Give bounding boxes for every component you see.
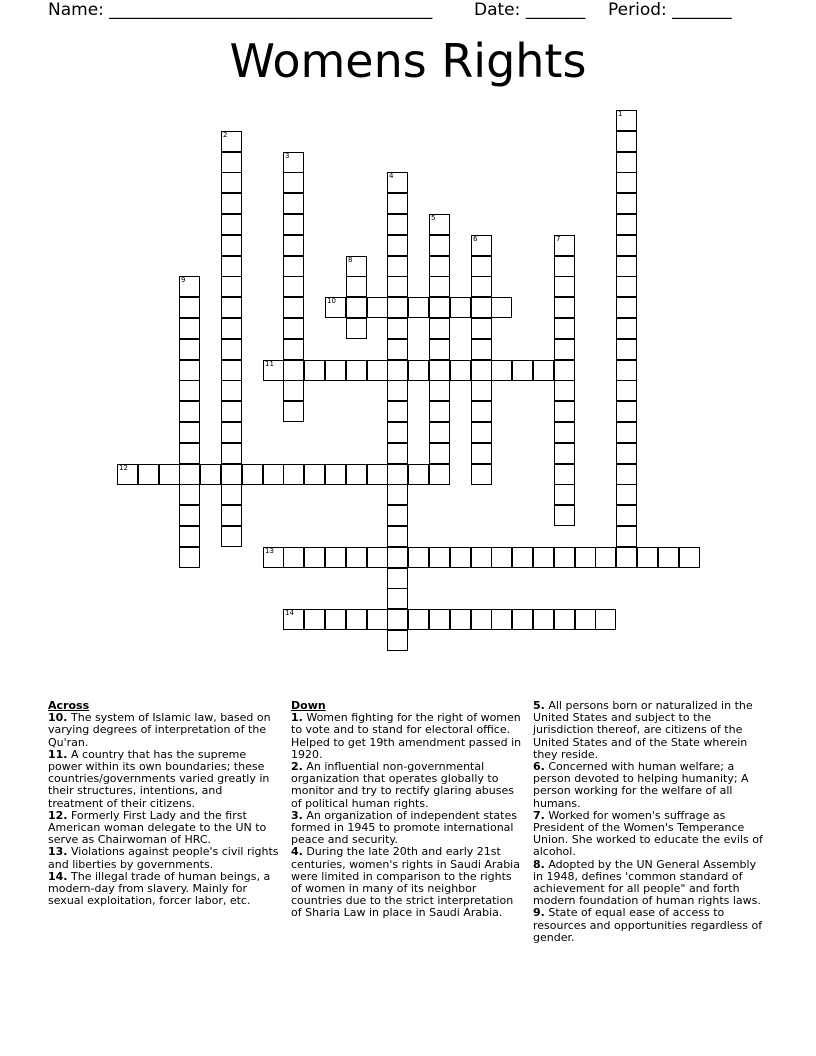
grid-cell[interactable] <box>325 297 346 318</box>
grid-cell[interactable] <box>471 318 492 339</box>
grid-cell[interactable] <box>471 276 492 297</box>
grid-cell[interactable] <box>221 443 242 464</box>
grid-cell[interactable] <box>387 609 408 630</box>
clue-text: An influential non-governmental organization that operates globally to monitor and try to rectify glaring abuses of political human rights. <box>291 760 514 810</box>
grid-cell[interactable] <box>471 235 492 256</box>
grid-cell[interactable] <box>575 609 596 630</box>
down-clue <box>533 700 767 761</box>
clue-text: The illegal trade of human beings, a modern-day from slavery. Mainly for sexual exploitation, forcer labor, etc. <box>48 869 271 908</box>
grid-cell[interactable] <box>429 276 450 297</box>
grid-cell[interactable] <box>387 526 408 547</box>
grid-cell[interactable] <box>554 380 575 401</box>
grid-cell[interactable] <box>491 360 512 381</box>
grid-cell[interactable] <box>387 568 408 589</box>
grid-cell[interactable] <box>429 464 450 485</box>
clue-text: State of equal ease of access to resources and opportunities regardless of gender. <box>533 906 763 944</box>
grid-cell[interactable] <box>367 464 388 485</box>
grid-cell[interactable] <box>179 484 200 505</box>
clue-text: The system of Islamic law, based on varying degrees of interpretation of the Qu'ran. <box>48 711 271 749</box>
grid-cell[interactable] <box>283 193 304 214</box>
grid-cell[interactable] <box>429 547 450 568</box>
grid-cell[interactable] <box>616 547 637 568</box>
puzzle-title: Womens Rights <box>229 34 587 88</box>
grid-cell[interactable] <box>179 464 200 485</box>
grid-cell[interactable] <box>283 256 304 277</box>
clue-number: 11 <box>265 360 274 368</box>
grid-cell[interactable] <box>616 443 637 464</box>
grid-cell[interactable] <box>221 276 242 297</box>
across-heading: Across <box>48 699 90 712</box>
clue-number: 6 <box>473 235 478 243</box>
grid-cell[interactable] <box>387 464 408 485</box>
grid-cell[interactable] <box>554 339 575 360</box>
grid-cell[interactable] <box>554 464 575 485</box>
grid-cell[interactable] <box>616 214 637 235</box>
grid-cell[interactable] <box>387 235 408 256</box>
period-field[interactable]: Period: _______ <box>608 0 732 20</box>
grid-cell[interactable] <box>533 609 554 630</box>
grid-cell[interactable] <box>283 609 304 630</box>
grid-cell[interactable] <box>367 609 388 630</box>
clue-number-label: 4. <box>291 845 303 859</box>
grid-cell[interactable] <box>179 422 200 443</box>
grid-cell[interactable] <box>616 193 637 214</box>
grid-cell[interactable] <box>221 360 242 381</box>
grid-cell[interactable] <box>387 193 408 214</box>
grid-cell[interactable] <box>616 256 637 277</box>
grid-cell[interactable] <box>304 609 325 630</box>
grid-cell[interactable] <box>429 297 450 318</box>
grid-cell[interactable] <box>554 235 575 256</box>
grid-cell[interactable] <box>387 547 408 568</box>
across-clues <box>48 700 280 907</box>
clue-text: Formerly First Lady and the first American woman delegate to the UN to serve as Chairwoman of HRC. <box>48 808 267 847</box>
grid-cell[interactable] <box>408 360 429 381</box>
grid-cell[interactable] <box>221 131 242 152</box>
clue-number: 4 <box>389 172 394 180</box>
down-clue <box>291 712 523 761</box>
grid-cell[interactable] <box>408 547 429 568</box>
clue-number-label: 10. <box>48 711 68 725</box>
grid-cell[interactable] <box>471 443 492 464</box>
clue-number-label: 5. <box>533 699 545 712</box>
grid-cell[interactable] <box>325 609 346 630</box>
grid-cell[interactable] <box>221 422 242 443</box>
clue-text: An organization of independent states formed in 1945 to promote international peace and security. <box>291 808 517 847</box>
grid-cell[interactable] <box>367 297 388 318</box>
grid-cell[interactable] <box>221 297 242 318</box>
grid-cell[interactable] <box>429 235 450 256</box>
clue-number: 12 <box>119 464 128 472</box>
grid-cell[interactable] <box>471 380 492 401</box>
across-clue <box>48 712 280 749</box>
grid-cell[interactable] <box>387 484 408 505</box>
clue-number-label: 9. <box>533 906 545 920</box>
grid-cell[interactable] <box>616 484 637 505</box>
grid-cell[interactable] <box>387 339 408 360</box>
grid-cell[interactable] <box>554 547 575 568</box>
down-clues <box>291 700 523 920</box>
grid-cell[interactable] <box>179 339 200 360</box>
grid-cell[interactable] <box>616 318 637 339</box>
grid-cell[interactable] <box>658 547 679 568</box>
grid-cell[interactable] <box>221 339 242 360</box>
grid-cell[interactable] <box>595 609 616 630</box>
grid-cell[interactable] <box>554 276 575 297</box>
clue-number: 7 <box>556 235 561 243</box>
down-clue <box>533 859 767 908</box>
grid-cell[interactable] <box>554 256 575 277</box>
grid-cell[interactable] <box>429 422 450 443</box>
grid-cell[interactable] <box>387 297 408 318</box>
clue-number: 1 <box>618 110 623 118</box>
clue-number: 8 <box>348 256 353 264</box>
grid-cell[interactable] <box>512 360 533 381</box>
clue-text: During the late 20th and early 21st centuries, women's rights in Saudi Arabia were limited in comparison to the rights of women in many of its neighbor countries due to the strict interpretation of Sharia Law in place in Saudi Arabia. <box>291 845 520 920</box>
grid-cell[interactable] <box>554 443 575 464</box>
grid-cell[interactable] <box>221 464 242 485</box>
grid-cell[interactable] <box>346 547 367 568</box>
grid-cell[interactable] <box>616 235 637 256</box>
grid-cell[interactable] <box>221 318 242 339</box>
grid-cell[interactable] <box>179 401 200 422</box>
grid-cell[interactable] <box>554 401 575 422</box>
grid-cell[interactable] <box>283 318 304 339</box>
clue-number-label: 12. <box>48 808 68 822</box>
grid-cell[interactable] <box>346 276 367 297</box>
grid-cell[interactable] <box>450 609 471 630</box>
across-clue <box>48 749 280 810</box>
grid-cell[interactable] <box>429 401 450 422</box>
grid-cell[interactable] <box>242 464 263 485</box>
grid-cell[interactable] <box>429 318 450 339</box>
grid-cell[interactable] <box>179 297 200 318</box>
grid-cell[interactable] <box>616 360 637 381</box>
clue-number-label: 2. <box>291 760 303 774</box>
clue-number-label: 14. <box>48 869 68 883</box>
grid-cell[interactable] <box>554 297 575 318</box>
grid-cell[interactable] <box>263 547 284 568</box>
grid-cell[interactable] <box>263 360 284 381</box>
clue-number-label: 7. <box>533 808 545 822</box>
grid-cell[interactable] <box>304 464 325 485</box>
grid-cell[interactable] <box>471 360 492 381</box>
grid-cell[interactable] <box>179 505 200 526</box>
grid-cell[interactable] <box>554 505 575 526</box>
grid-cell[interactable] <box>471 339 492 360</box>
clue-text: Violations against people's civil rights and liberties by governments. <box>48 845 279 871</box>
grid-cell[interactable] <box>200 464 221 485</box>
grid-cell[interactable] <box>471 547 492 568</box>
grid-cell[interactable] <box>554 422 575 443</box>
grid-cell[interactable] <box>283 360 304 381</box>
down-clue <box>291 761 523 810</box>
grid-cell[interactable] <box>367 360 388 381</box>
clue-text: Worked for women's suffrage as President of the Women's Temperance Union. She worked to educate the evils of alcohol. <box>533 808 763 859</box>
grid-cell[interactable] <box>616 172 637 193</box>
grid-cell[interactable] <box>387 401 408 422</box>
grid-cell[interactable] <box>554 318 575 339</box>
clue-number: 2 <box>223 131 228 139</box>
grid-cell[interactable] <box>471 422 492 443</box>
grid-cell[interactable] <box>554 360 575 381</box>
clue-text: A country that has the supreme power within its own boundaries; these countries/governments varied greatly in their structures, intentions, and treatment of their citizens. <box>48 747 270 810</box>
grid-cell[interactable] <box>283 152 304 173</box>
grid-cell[interactable] <box>554 609 575 630</box>
down-heading: Down <box>291 699 326 712</box>
grid-cell[interactable] <box>450 360 471 381</box>
grid-cell[interactable] <box>221 256 242 277</box>
down-clue <box>533 907 767 944</box>
grid-cell[interactable] <box>637 547 658 568</box>
clue-number: 3 <box>285 152 290 160</box>
grid-cell[interactable] <box>387 214 408 235</box>
grid-cell[interactable] <box>533 547 554 568</box>
grid-cell[interactable] <box>512 547 533 568</box>
grid-cell[interactable] <box>283 172 304 193</box>
grid-cell[interactable] <box>179 443 200 464</box>
down-clue <box>291 846 523 919</box>
grid-cell[interactable] <box>491 547 512 568</box>
grid-cell[interactable] <box>471 609 492 630</box>
grid-cell[interactable] <box>221 484 242 505</box>
grid-cell[interactable] <box>325 547 346 568</box>
clue-number: 13 <box>265 547 274 555</box>
clue-text: All persons born or naturalized in the United States and subject to the jurisdiction thereof, are citizens of the United States and of the State wherein they reside. <box>533 699 753 761</box>
grid-cell[interactable] <box>429 609 450 630</box>
grid-cell[interactable] <box>263 464 284 485</box>
grid-cell[interactable] <box>325 360 346 381</box>
clue-text: Women fighting for the right of women to vote and to stand for electoral office. Helped to get 19th amendment passed in 1920. <box>291 711 522 761</box>
grid-cell[interactable] <box>679 547 700 568</box>
grid-cell[interactable] <box>387 172 408 193</box>
grid-cell[interactable] <box>221 505 242 526</box>
grid-cell[interactable] <box>616 131 637 152</box>
grid-cell[interactable] <box>138 464 159 485</box>
grid-cell[interactable] <box>179 547 200 568</box>
down-clue <box>533 810 767 859</box>
grid-cell[interactable] <box>283 339 304 360</box>
grid-cell[interactable] <box>221 214 242 235</box>
date-field[interactable]: Date: _______ <box>474 0 586 20</box>
grid-cell[interactable] <box>429 380 450 401</box>
clue-text: Adopted by the UN General Assembly in 1948, defines 'common standard of achievement for all people" and forth modern foundation of human rights laws. <box>533 857 761 908</box>
down-clues-continued <box>533 700 767 944</box>
grid-cell[interactable] <box>221 526 242 547</box>
grid-cell[interactable] <box>554 484 575 505</box>
down-clue <box>533 761 767 810</box>
grid-cell[interactable] <box>367 547 388 568</box>
grid-cell[interactable] <box>221 193 242 214</box>
grid-cell[interactable] <box>533 360 554 381</box>
grid-cell[interactable] <box>283 547 304 568</box>
grid-cell[interactable] <box>616 464 637 485</box>
grid-cell[interactable] <box>491 297 512 318</box>
grid-cell[interactable] <box>179 526 200 547</box>
grid-cell[interactable] <box>221 380 242 401</box>
grid-cell[interactable] <box>179 380 200 401</box>
grid-cell[interactable] <box>595 547 616 568</box>
grid-cell[interactable] <box>429 339 450 360</box>
grid-cell[interactable] <box>283 235 304 256</box>
grid-cell[interactable] <box>346 256 367 277</box>
clue-number: 14 <box>285 609 294 617</box>
clue-number: 5 <box>431 214 436 222</box>
clue-number: 9 <box>181 276 186 284</box>
grid-cell[interactable] <box>387 422 408 443</box>
grid-cell[interactable] <box>616 276 637 297</box>
grid-cell[interactable] <box>387 360 408 381</box>
grid-cell[interactable] <box>179 360 200 381</box>
grid-cell[interactable] <box>429 256 450 277</box>
across-clue <box>48 846 280 870</box>
grid-cell[interactable] <box>575 547 596 568</box>
grid-cell[interactable] <box>283 276 304 297</box>
grid-cell[interactable] <box>117 464 138 485</box>
grid-cell[interactable] <box>346 360 367 381</box>
grid-cell[interactable] <box>283 214 304 235</box>
grid-cell[interactable] <box>387 380 408 401</box>
grid-cell[interactable] <box>387 505 408 526</box>
grid-cell[interactable] <box>325 464 346 485</box>
across-clue <box>48 810 280 847</box>
grid-cell[interactable] <box>616 505 637 526</box>
grid-cell[interactable] <box>304 547 325 568</box>
grid-cell[interactable] <box>408 464 429 485</box>
grid-cell[interactable] <box>179 318 200 339</box>
grid-cell[interactable] <box>346 318 367 339</box>
grid-cell[interactable] <box>283 297 304 318</box>
grid-cell[interactable] <box>179 276 200 297</box>
grid-cell[interactable] <box>387 588 408 609</box>
grid-cell[interactable] <box>283 401 304 422</box>
grid-cell[interactable] <box>408 609 429 630</box>
grid-cell[interactable] <box>221 172 242 193</box>
grid-cell[interactable] <box>471 464 492 485</box>
clue-number-label: 8. <box>533 857 545 871</box>
grid-cell[interactable] <box>387 318 408 339</box>
grid-cell[interactable] <box>616 526 637 547</box>
grid-cell[interactable] <box>616 110 637 131</box>
grid-cell[interactable] <box>387 256 408 277</box>
grid-cell[interactable] <box>283 464 304 485</box>
clue-number-label: 11. <box>48 747 68 761</box>
grid-cell[interactable] <box>450 297 471 318</box>
grid-cell[interactable] <box>429 360 450 381</box>
grid-cell[interactable] <box>283 380 304 401</box>
clue-number-label: 3. <box>291 808 303 822</box>
down-clue <box>291 810 523 847</box>
grid-cell[interactable] <box>491 609 512 630</box>
grid-cell[interactable] <box>346 297 367 318</box>
grid-cell[interactable] <box>387 443 408 464</box>
clue-number-label: 1. <box>291 711 303 725</box>
grid-cell[interactable] <box>471 256 492 277</box>
clue-number: 10 <box>327 297 336 305</box>
grid-cell[interactable] <box>221 235 242 256</box>
grid-cell[interactable] <box>408 297 429 318</box>
grid-cell[interactable] <box>304 360 325 381</box>
grid-cell[interactable] <box>616 297 637 318</box>
grid-cell[interactable] <box>159 464 180 485</box>
grid-cell[interactable] <box>346 609 367 630</box>
grid-cell[interactable] <box>450 547 471 568</box>
clue-number-label: 13. <box>48 845 68 859</box>
grid-cell[interactable] <box>346 464 367 485</box>
grid-cell[interactable] <box>512 609 533 630</box>
grid-cell[interactable] <box>221 152 242 173</box>
grid-cell[interactable] <box>429 214 450 235</box>
grid-cell[interactable] <box>429 443 450 464</box>
grid-cell[interactable] <box>616 152 637 173</box>
grid-cell[interactable] <box>221 401 242 422</box>
grid-cell[interactable] <box>387 630 408 651</box>
clue-number-label: 6. <box>533 760 545 774</box>
grid-cell[interactable] <box>616 339 637 360</box>
clue-text: Concerned with human welfare; a person devoted to helping humanity; A person working for the welfare of all humans. <box>533 760 749 810</box>
grid-cell[interactable] <box>616 401 637 422</box>
across-clue <box>48 871 280 908</box>
name-field[interactable]: Name: ______________________________________ <box>48 0 433 20</box>
grid-cell[interactable] <box>616 422 637 443</box>
grid-cell[interactable] <box>616 380 637 401</box>
grid-cell[interactable] <box>471 401 492 422</box>
grid-cell[interactable] <box>471 297 492 318</box>
grid-cell[interactable] <box>387 276 408 297</box>
